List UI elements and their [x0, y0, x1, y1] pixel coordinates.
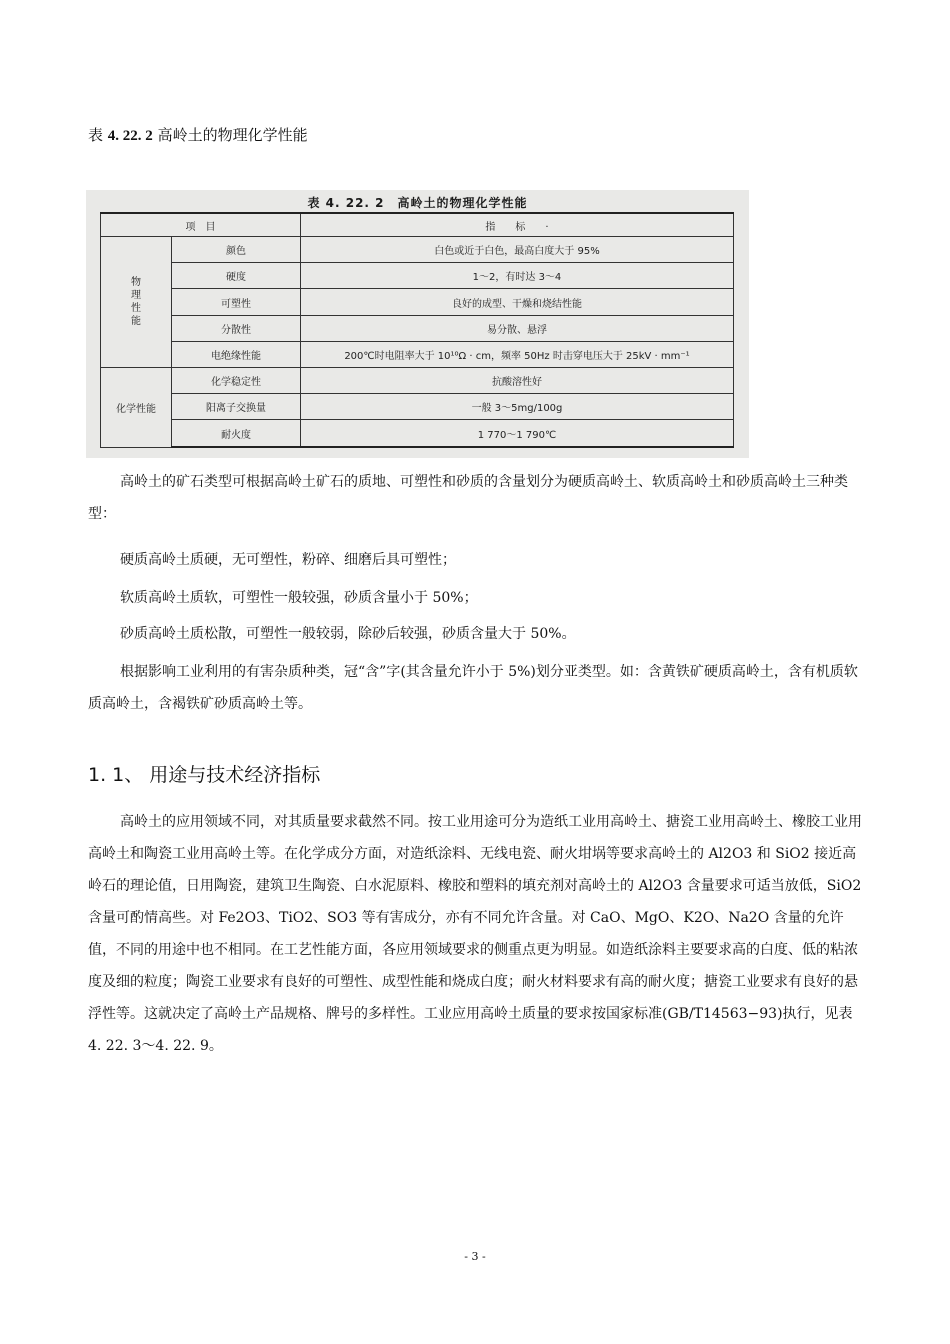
paragraph-uses: 高岭土的应用领域不同，对其质量要求截然不同。按工业用途可分为造纸工业用高岭土、搪瓷工业用高岭土、橡胶工业用高岭土和陶瓷工业用高岭土等。在化学成分方面，对造纸涂料、无线电瓷、耐火坩埚等要求高岭土的 Al2O3 和 SiO2 接近高岭石的理论值，日用陶瓷，建筑卫生陶瓷、白水泥原料、橡胶和塑料的填充剂对高岭土的 Al2O3 含量要求可适当放低，SiO2 含量可酌情高些。对 Fe2O3、TiO2、SO3 等有害成分，亦有不同允许含量。对 CaO、MgO、K2O、Na2O 含量的允许值，不同的用途中也不相同。在工艺性能方面，各应用领域要求的侧重点更为明显。如造纸涂料主要要求高的白度、低的粘浓度及细的粒度；陶瓷工业要求有良好的可塑性、成型性能和烧成白度；耐火材料要求有高的耐火度；搪瓷工业要求有良好的悬浮性等。这就决定了高岭土产品规格、牌号的多样性。工业应用高岭土质量的要求按国家标准(GB/T14563−93)执行，见表 4. 22. 3～4. 22. 9。: [88, 814, 862, 1054]
row-value: 200℃时电阻率大于 10¹⁰Ω · cm，频率 50Hz 时击穿电压大于 25kV · mm⁻¹: [301, 341, 734, 367]
scanned-table-image: [86, 190, 749, 458]
row-item: 阳离子交换量: [172, 394, 301, 420]
paragraph-ore-types: 高岭土的矿石类型可根据高岭土矿石的质地、可塑性和砂质的含量划分为硬质高岭土、软质高岭土和砂质高岭土三种类型：: [88, 474, 848, 522]
row-value: 白色或近于白色，最高白度大于 95%: [301, 237, 734, 263]
row-value: 良好的成型、干燥和烧结性能: [301, 289, 734, 315]
row-value: 1 770～1 790℃: [301, 420, 734, 447]
scan-title: 表 4. 22. 2 高岭土的物理化学性能: [307, 196, 528, 210]
row-item: 耐火度: [172, 420, 301, 447]
header-index: 指 标 ·: [301, 213, 734, 237]
section-heading: 1. 1、 用途与技术经济指标: [88, 764, 321, 786]
group-physical-label: 物理性能: [131, 277, 141, 327]
table-row: [101, 420, 734, 447]
group-physical: [101, 237, 172, 368]
table-row: [101, 289, 734, 315]
row-item: 化学稳定性: [172, 368, 301, 394]
row-value: 抗酸溶性好: [301, 368, 734, 394]
table-caption: [88, 124, 308, 145]
page-number: - 3 -: [464, 1250, 486, 1263]
group-chemical: 化学性能: [101, 368, 172, 447]
table-row: [101, 237, 734, 263]
row-item: 可塑性: [172, 289, 301, 315]
table-row: [101, 368, 734, 394]
paragraph-sandy-kaolin: 砂质高岭土质松散，可塑性一般较弱，除砂后较强，砂质含量大于 50%。: [120, 626, 576, 642]
table-row: [101, 394, 734, 420]
row-value: 1～2，有时达 3～4: [301, 263, 734, 289]
paragraph-subtypes: 根据影响工业利用的有害杂质种类，冠“含”字(其含量允许小于 5%)划分亚类型。如：含黄铁矿硬质高岭土，含有机质软质高岭土，含褐铁矿砂质高岭土等。: [88, 664, 858, 712]
table-row: [101, 315, 734, 341]
table-row: [101, 341, 734, 367]
row-item: 分散性: [172, 315, 301, 341]
paragraph-hard-kaolin: 硬质高岭土质硬，无可塑性，粉碎、细磨后具可塑性；: [120, 552, 456, 568]
row-value: 易分散、悬浮: [301, 315, 734, 341]
row-item: 颜色: [172, 237, 301, 263]
row-item: 硬度: [172, 263, 301, 289]
header-item: 项 目: [101, 213, 301, 237]
row-value: 一般 3～5mg/100g: [301, 394, 734, 420]
caption-number: 4. 22. 2: [107, 128, 153, 144]
properties-table: [100, 212, 734, 448]
row-item: 电绝缘性能: [172, 341, 301, 367]
table-row: [101, 263, 734, 289]
caption-text: 高岭土的物理化学性能: [157, 126, 308, 144]
caption-prefix: 表: [88, 126, 104, 144]
paragraph-soft-kaolin: 软质高岭土质软，可塑性一般较强，砂质含量小于 50%；: [120, 590, 478, 606]
